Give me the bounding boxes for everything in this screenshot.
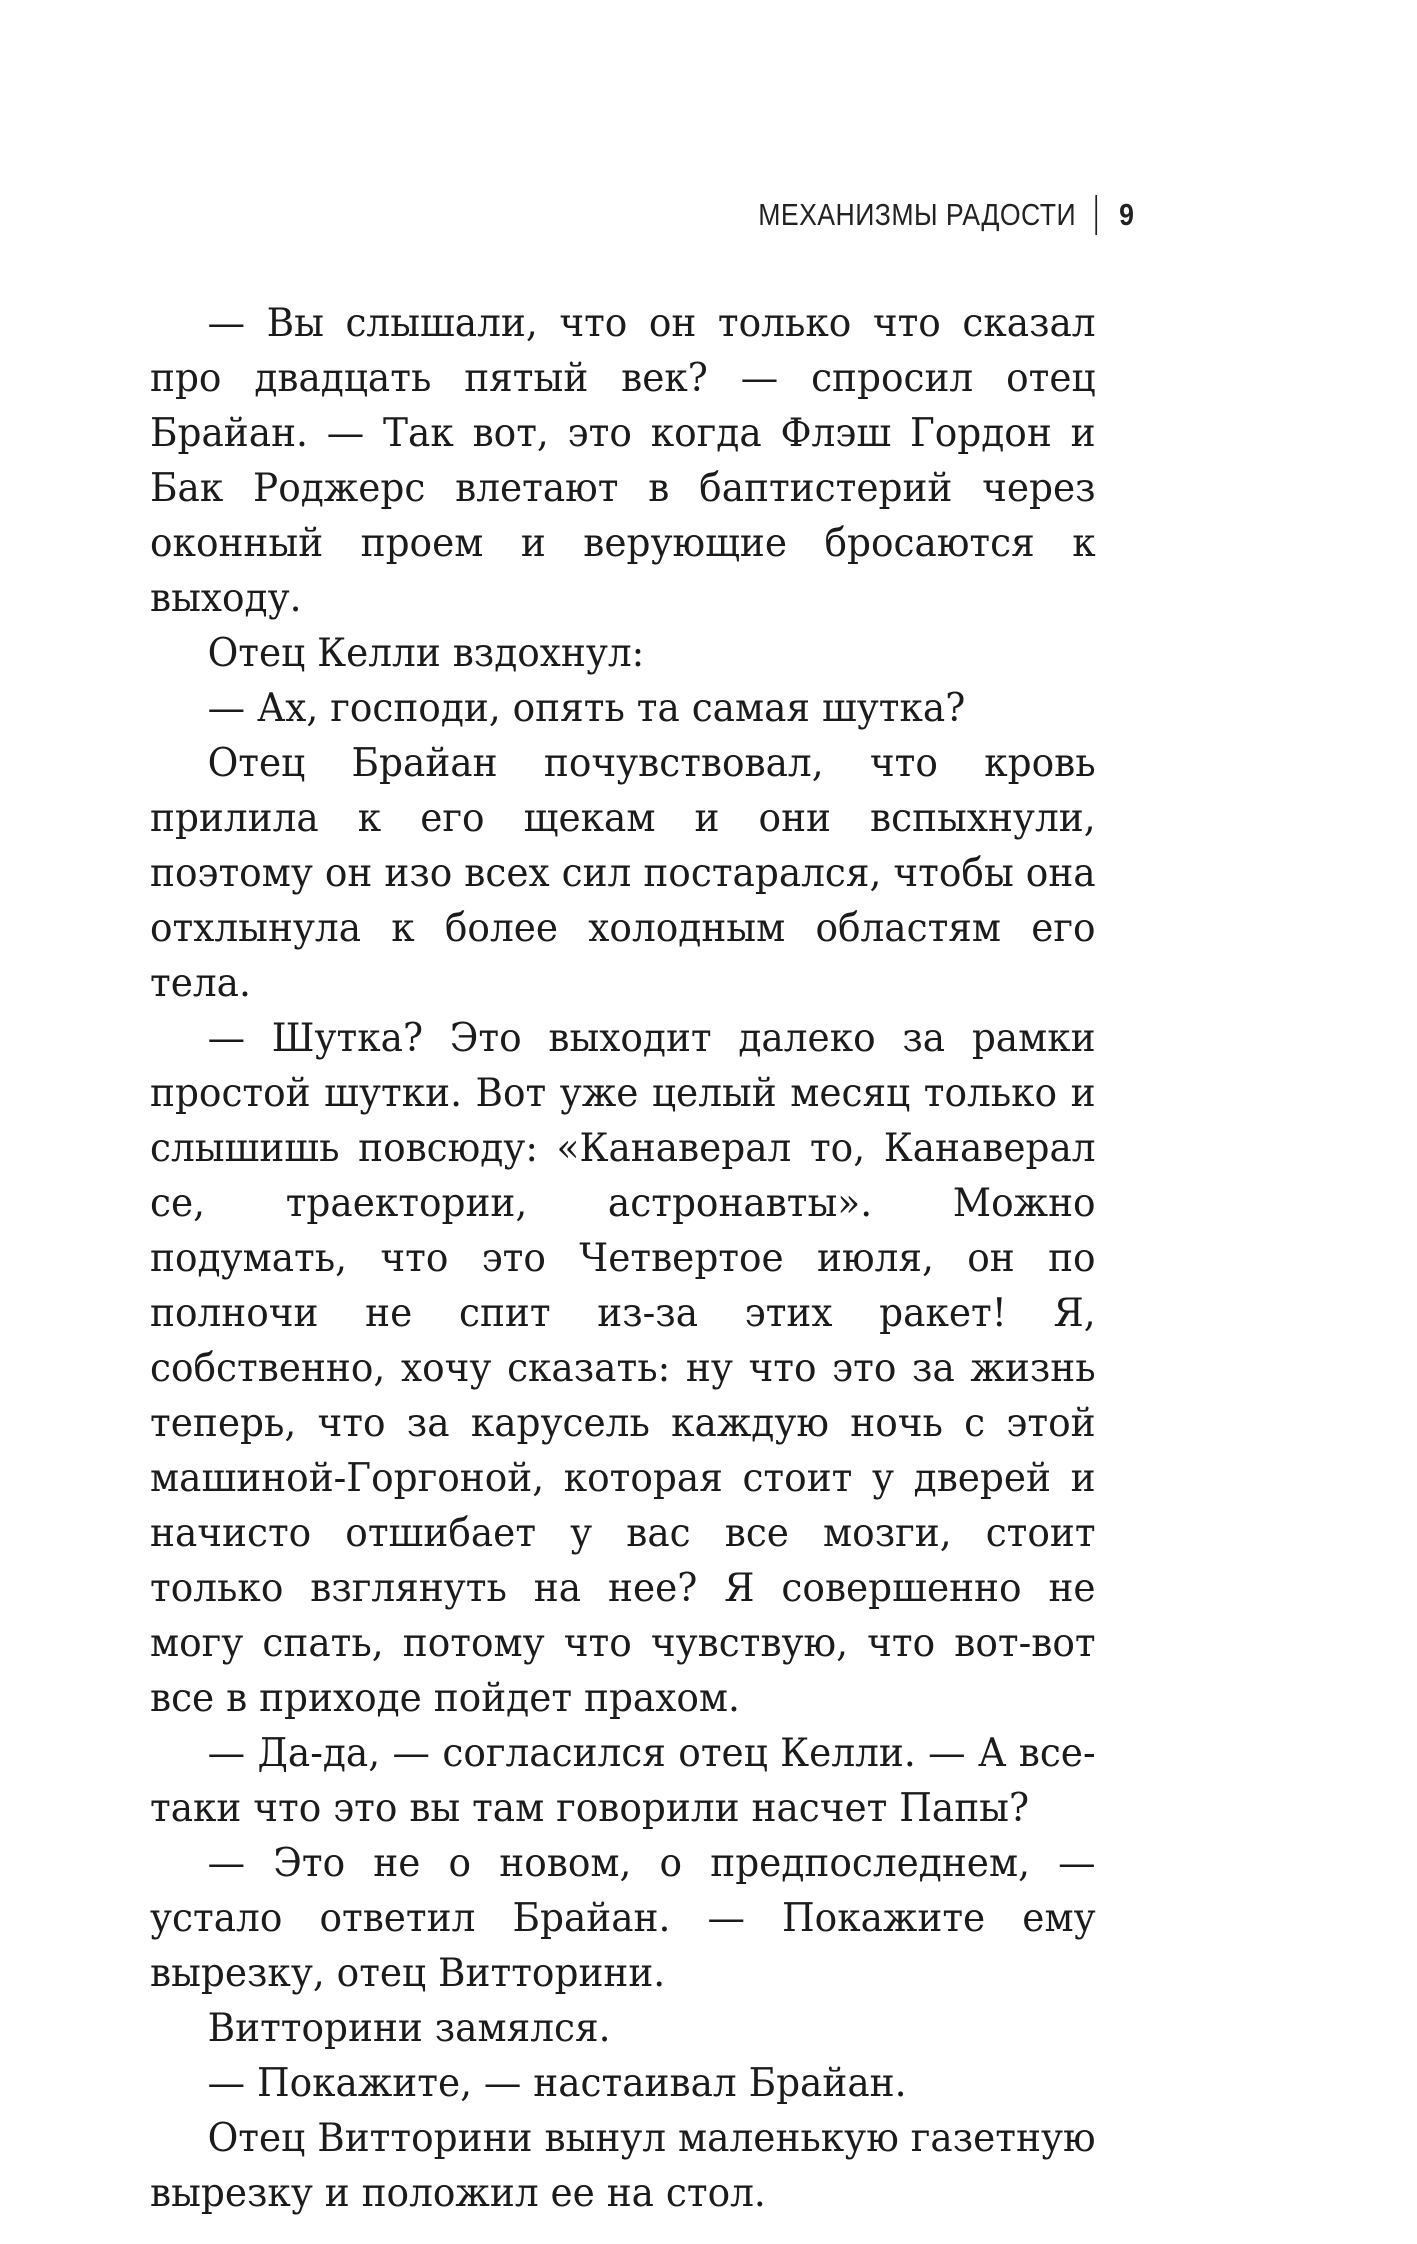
paragraph: Витторини замялся.: [207, 2006, 611, 2051]
paragraph: — Покажите, — настаивал Брайан.: [207, 2061, 907, 2106]
page-number: 9: [1118, 197, 1134, 232]
paragraph: — Да-да, — согласился отец Келли. — А все-таки что это вы там говорили насчет Папы?: [150, 1731, 1096, 1831]
paragraph: — Ах, господи, опять та самая шутка?: [207, 686, 966, 731]
header-separator: [1095, 195, 1097, 235]
paragraph: — Это не о новом, о предпоследнем, — устало ответил Брайан. — Покажите ему вырезку, отец Витторини.: [150, 1841, 1096, 1996]
paragraph: Отец Брайан почувствовал, что кровь прилила к его щекам и они вспыхнули, поэтому он изо всех сил постарался, чтобы она отхлынула к более холодным областям его тела.: [150, 741, 1096, 1006]
paragraph: Отец Келли вздохнул:: [207, 631, 645, 676]
paragraph: — Шутка? Это выходит далеко за рамки простой шутки. Вот уже целый месяц только и слышишь повсюду: «Канаверал то, Канаверал се, траектории, астронавты». Можно подумать, что это Четвертое июля, он по полночи не спит из-за этих ракет! Я, собственно, хочу сказать: ну что это за жизнь теперь, что за карусель каждую ночь с этой машиной-Горгоной, которая стоит у дверей и начисто отшибает у вас все мозги, стоит только взглянуть на нее? Я совершенно не могу спать, потому что чувствую, что вот-вот все в приходе пойдет прахом.: [150, 1016, 1096, 1721]
paragraph: Отец Витторини вынул маленькую газетную вырезку и положил ее на стол.: [150, 2116, 1096, 2216]
running-head: [758, 193, 1134, 237]
paragraph: — Вы слышали, что он только что сказал про двадцать пятый век? — спросил отец Брайан. — Так вот, это когда Флэш Гордон и Бак Роджерс влетают в баптистерий через оконный проем и верующие бросаются к выходу.: [150, 301, 1096, 621]
body-text: [150, 296, 1096, 2221]
running-title: МЕХАНИЗМЫ РАДОСТИ: [757, 197, 1076, 232]
